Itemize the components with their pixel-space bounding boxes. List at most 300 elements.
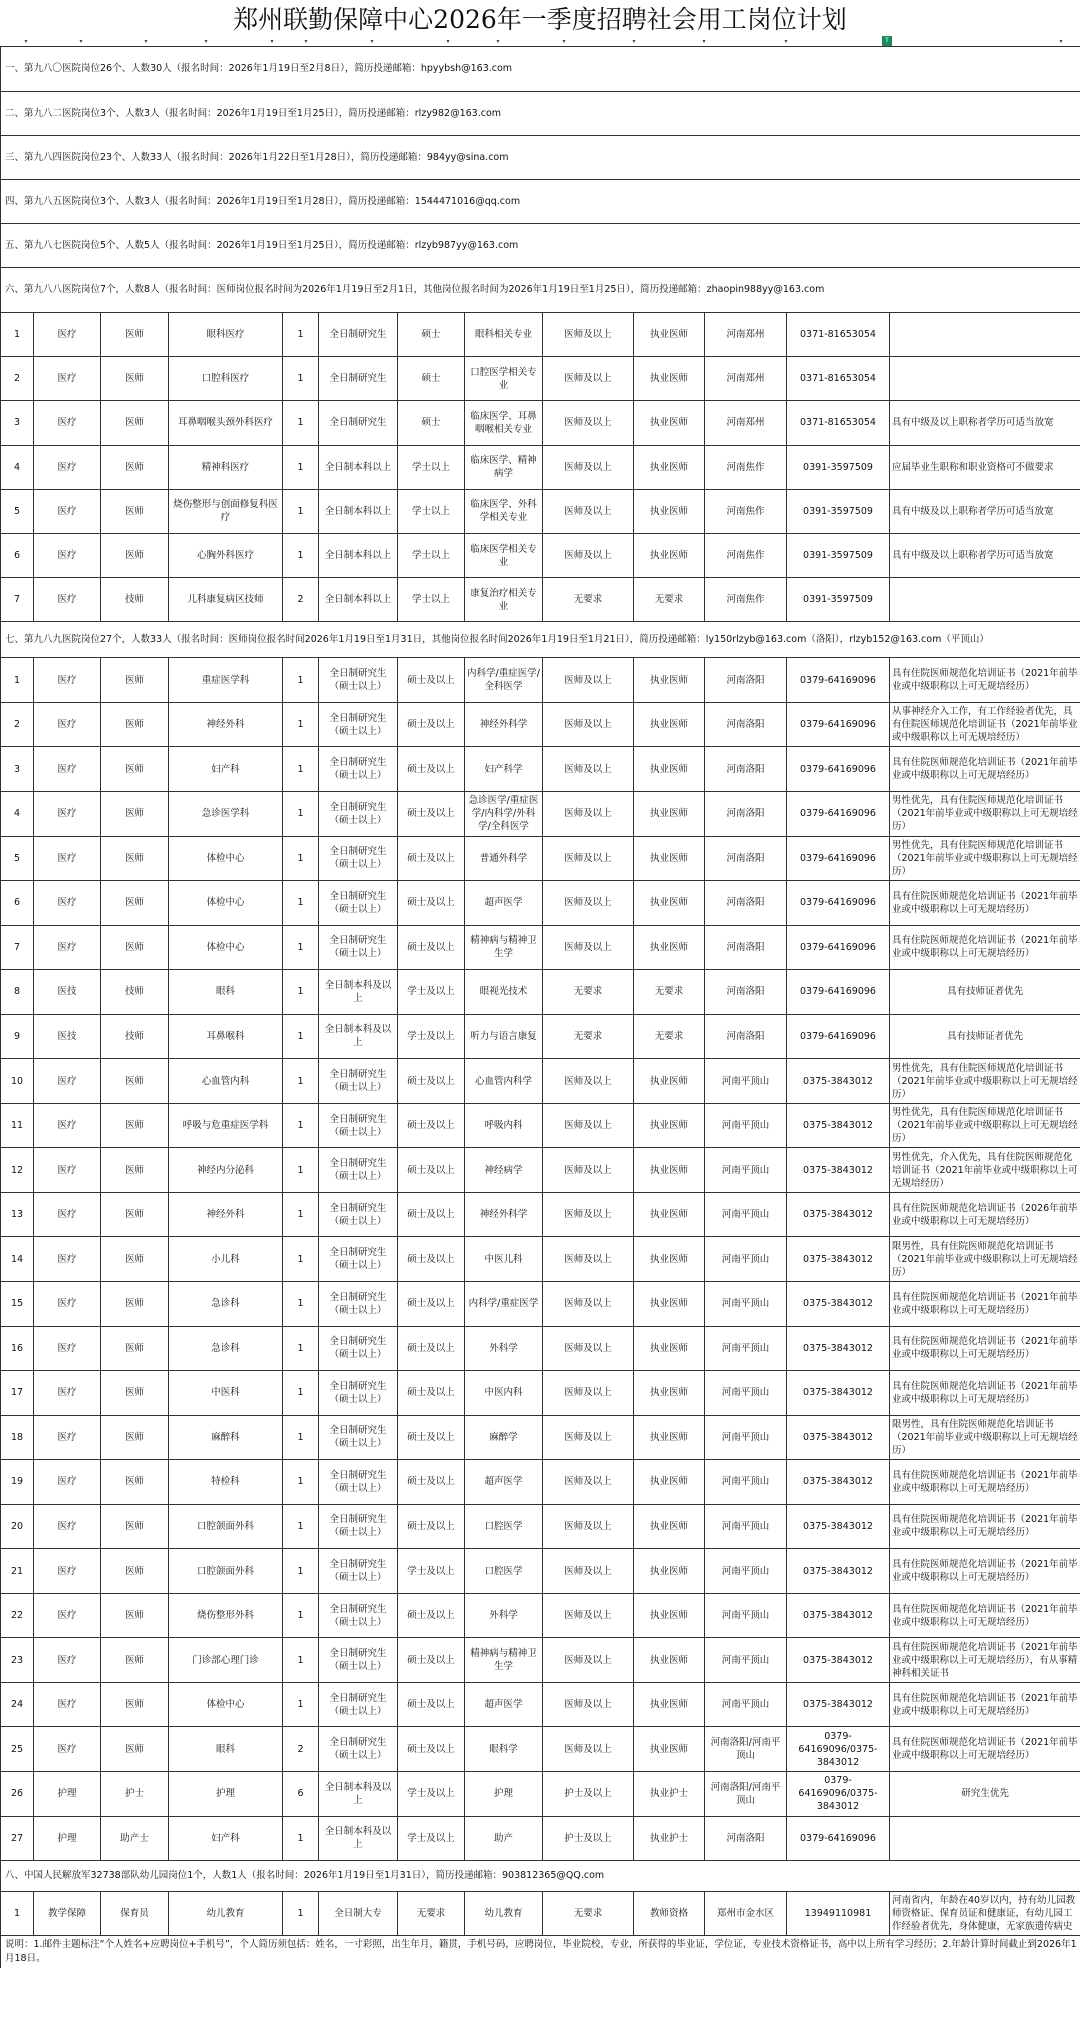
cell-degree: 学士及以上 <box>398 1816 465 1861</box>
section-header-text: 三、第九八四医院岗位23个、人数33人（报名时间：2026年1月22日至1月28日），简历投递邮箱：984yy@sina.com <box>1 136 1080 180</box>
cell-title-req: 医师及以上 <box>543 925 634 970</box>
cell-post-type: 医师 <box>101 1549 169 1594</box>
cell-seq: 25 <box>1 1727 34 1772</box>
filter-dropdown-icon[interactable]: ▾ <box>446 38 450 45</box>
cell-location: 河南平顶山 <box>705 1326 787 1371</box>
cell-title-req: 医师及以上 <box>543 1192 634 1237</box>
cell-headcount: 1 <box>283 1549 319 1594</box>
cell-category: 护理 <box>34 1816 101 1861</box>
job-table <box>0 46 1080 1968</box>
cell-degree: 硕士及以上 <box>398 702 465 747</box>
cell-category: 医疗 <box>34 313 101 357</box>
table-row <box>1 489 1080 533</box>
cell-location: 河南洛阳 <box>705 970 787 1015</box>
filter-dropdown-icon[interactable]: ▾ <box>270 38 274 45</box>
cell-phone: 0371-81653054 <box>787 357 890 401</box>
cell-major: 超声医学 <box>465 881 543 926</box>
cell-remark: 具有住院医师规范化培训证书（2021年前毕业或中级职称以上可无规培经历） <box>890 1593 1080 1638</box>
cell-location: 河南郑州 <box>705 357 787 401</box>
filter-dropdown-icon[interactable]: T <box>882 36 892 46</box>
cell-post-type: 技师 <box>101 578 169 622</box>
cell-seq: 22 <box>1 1593 34 1638</box>
filter-dropdown-icon[interactable]: ▾ <box>1059 38 1063 45</box>
cell-qualification: 执业医师 <box>634 658 705 703</box>
cell-location: 河南平顶山 <box>705 1415 787 1460</box>
cell-education: 全日制研究生（硕士以上） <box>319 1727 398 1772</box>
cell-remark: 具有住院医师规范化培训证书（2021年前毕业或中级职称以上可无规培经历） <box>890 1549 1080 1594</box>
cell-education: 全日制研究生（硕士以上） <box>319 1103 398 1148</box>
cell-remark: 具有中级及以上职称者学历可适当放宽 <box>890 533 1080 577</box>
cell-remark: 具有技师证者优先 <box>890 970 1080 1015</box>
cell-education: 全日制研究生（硕士以上） <box>319 1148 398 1193</box>
cell-remark: 具有住院医师规范化培训证书（2021年前毕业或中级职称以上可无规培经历） <box>890 1460 1080 1505</box>
cell-location: 河南平顶山 <box>705 1192 787 1237</box>
cell-headcount: 1 <box>283 357 319 401</box>
cell-post-name: 小儿科 <box>169 1237 283 1282</box>
cell-qualification: 执业医师 <box>634 1727 705 1772</box>
cell-title-req: 医师及以上 <box>543 1371 634 1416</box>
cell-post-type: 技师 <box>101 1014 169 1059</box>
cell-phone: 13949110981 <box>787 1892 890 1936</box>
cell-education: 全日制研究生（硕士以上） <box>319 1415 398 1460</box>
cell-education: 全日制研究生（硕士以上） <box>319 658 398 703</box>
cell-category: 医疗 <box>34 747 101 792</box>
cell-title-req: 医师及以上 <box>543 658 634 703</box>
cell-education: 全日制研究生（硕士以上） <box>319 1326 398 1371</box>
cell-location: 河南洛阳 <box>705 791 787 836</box>
cell-qualification: 执业医师 <box>634 747 705 792</box>
cell-headcount: 1 <box>283 401 319 445</box>
cell-seq: 21 <box>1 1549 34 1594</box>
cell-seq: 9 <box>1 1014 34 1059</box>
cell-seq: 2 <box>1 357 34 401</box>
table-row <box>1 702 1080 747</box>
cell-major: 中医内科 <box>465 1371 543 1416</box>
cell-post-name: 护理 <box>169 1771 283 1816</box>
cell-qualification: 执业医师 <box>634 1059 705 1104</box>
filter-dropdown-bar <box>0 38 1080 46</box>
section-header-text: 六、第九八八医院岗位7个，人数8人（报名时间：医师岗位报名时间为2026年1月19日至2月1日，其他岗位报名时间为2026年1月19日至1月25日），简历投递邮箱：zhaopin988yy@163.com <box>1 268 1080 313</box>
cell-post-name: 妇产科 <box>169 747 283 792</box>
cell-seq: 26 <box>1 1771 34 1816</box>
table-row <box>1 445 1080 489</box>
cell-major: 神经病学 <box>465 1148 543 1193</box>
cell-headcount: 1 <box>283 925 319 970</box>
cell-education: 全日制研究生（硕士以上） <box>319 1192 398 1237</box>
cell-remark: 限男性，具有住院医师规范化培训证书（2021年前毕业或中级职称以上可无规培经历） <box>890 1237 1080 1282</box>
table-row <box>1 925 1080 970</box>
cell-seq: 16 <box>1 1326 34 1371</box>
cell-location: 河南洛阳/河南平顶山 <box>705 1727 787 1772</box>
cell-qualification: 无要求 <box>634 970 705 1015</box>
cell-remark: 具有住院医师规范化培训证书（2021年前毕业或中级职称以上可无规培经历） <box>890 1682 1080 1727</box>
cell-category: 医疗 <box>34 836 101 881</box>
cell-seq: 12 <box>1 1148 34 1193</box>
cell-education: 全日制研究生（硕士以上） <box>319 1059 398 1104</box>
table-row <box>1 1892 1080 1936</box>
cell-major: 口腔医学 <box>465 1504 543 1549</box>
cell-category: 医疗 <box>34 1059 101 1104</box>
cell-category: 医疗 <box>34 489 101 533</box>
cell-major: 内科学/重症医学/全科医学 <box>465 658 543 703</box>
cell-degree: 硕士及以上 <box>398 1593 465 1638</box>
cell-post-type: 医师 <box>101 1682 169 1727</box>
cell-post-name: 中医科 <box>169 1371 283 1416</box>
section-header-text: 一、第九八〇医院岗位26个、人数30人（报名时间：2026年1月19日至2月8日），简历投递邮箱：hpyybsh@163.com <box>1 47 1080 92</box>
cell-category: 医疗 <box>34 1727 101 1772</box>
table-row <box>1 357 1080 401</box>
cell-qualification: 执业医师 <box>634 1549 705 1594</box>
table-row <box>1 1014 1080 1059</box>
cell-education: 全日制研究生（硕士以上） <box>319 1237 398 1282</box>
cell-remark <box>890 313 1080 357</box>
footer-note: 说明：1.邮件主题标注“个人姓名+应聘岗位+手机号”，个人简历须包括：姓名，一寸彩照，出生年月，籍贯，手机号码，应聘岗位，毕业院校，专业，所获得的毕业证，学位证，专业技术资格证书，高中以上所有学习经历；2.年龄计算时间截止到2026年1月18日。 <box>1 1936 1080 1968</box>
cell-headcount: 1 <box>283 658 319 703</box>
cell-category: 医疗 <box>34 357 101 401</box>
table-row <box>1 1460 1080 1505</box>
cell-degree: 硕士 <box>398 401 465 445</box>
cell-post-name: 心胸外科医疗 <box>169 533 283 577</box>
cell-remark: 应届毕业生职称和职业资格可不做要求 <box>890 445 1080 489</box>
cell-seq: 3 <box>1 401 34 445</box>
cell-category: 教学保障 <box>34 1892 101 1936</box>
cell-headcount: 1 <box>283 1059 319 1104</box>
cell-degree: 学士及以上 <box>398 1014 465 1059</box>
cell-phone: 0375-3843012 <box>787 1059 890 1104</box>
cell-remark: 从事神经介入工作，有工作经验者优先，具有住院医师规范化培训证书（2021年前毕业或中级职称以上可无规培经历） <box>890 702 1080 747</box>
cell-title-req: 医师及以上 <box>543 445 634 489</box>
table-row <box>1 1148 1080 1193</box>
filter-dropdown-icon[interactable]: ▾ <box>496 38 500 45</box>
cell-remark: 具有技师证者优先 <box>890 1014 1080 1059</box>
table-row <box>1 1059 1080 1104</box>
cell-education: 全日制研究生（硕士以上） <box>319 1281 398 1326</box>
cell-location: 河南平顶山 <box>705 1593 787 1638</box>
cell-phone: 0375-3843012 <box>787 1192 890 1237</box>
cell-headcount: 6 <box>283 1771 319 1816</box>
cell-location: 河南洛阳 <box>705 1014 787 1059</box>
cell-education: 全日制研究生（硕士以上） <box>319 836 398 881</box>
cell-qualification: 执业医师 <box>634 1281 705 1326</box>
section-header <box>1 180 1080 224</box>
cell-title-req: 无要求 <box>543 1892 634 1936</box>
cell-title-req: 医师及以上 <box>543 1638 634 1683</box>
cell-post-name: 体检中心 <box>169 925 283 970</box>
cell-post-name: 儿科康复病区技师 <box>169 578 283 622</box>
cell-phone: 0391-3597509 <box>787 445 890 489</box>
cell-location: 河南平顶山 <box>705 1682 787 1727</box>
cell-category: 医疗 <box>34 881 101 926</box>
cell-degree: 硕士及以上 <box>398 747 465 792</box>
cell-location: 河南平顶山 <box>705 1237 787 1282</box>
cell-major: 急诊医学/重症医学/内科学/外科学/全科医学 <box>465 791 543 836</box>
cell-remark: 男性优先，具有住院医师规范化培训证书（2021年前毕业或中级职称以上可无规培经历） <box>890 1059 1080 1104</box>
cell-major: 口腔医学相关专业 <box>465 357 543 401</box>
cell-phone: 0375-3843012 <box>787 1237 890 1282</box>
filter-dropdown-icon[interactable]: ▾ <box>702 38 706 45</box>
cell-education: 全日制本科及以上 <box>319 1816 398 1861</box>
cell-remark: 男性优先，具有住院医师规范化培训证书（2021年前毕业或中级职称以上可无规培经历） <box>890 791 1080 836</box>
cell-headcount: 1 <box>283 1281 319 1326</box>
cell-title-req: 无要求 <box>543 1014 634 1059</box>
cell-post-type: 医师 <box>101 489 169 533</box>
cell-phone: 0379-64169096 <box>787 658 890 703</box>
cell-location: 河南洛阳 <box>705 925 787 970</box>
cell-category: 医疗 <box>34 658 101 703</box>
cell-headcount: 1 <box>283 1148 319 1193</box>
cell-degree: 硕士及以上 <box>398 1059 465 1104</box>
cell-location: 河南洛阳 <box>705 881 787 926</box>
cell-education: 全日制研究生（硕士以上） <box>319 1504 398 1549</box>
cell-degree: 硕士及以上 <box>398 1237 465 1282</box>
table-row <box>1 970 1080 1015</box>
cell-category: 医疗 <box>34 1192 101 1237</box>
cell-phone: 0371-81653054 <box>787 401 890 445</box>
cell-post-type: 医师 <box>101 401 169 445</box>
cell-headcount: 1 <box>283 970 319 1015</box>
cell-title-req: 医师及以上 <box>543 401 634 445</box>
cell-remark <box>890 357 1080 401</box>
cell-degree: 硕士 <box>398 357 465 401</box>
cell-post-type: 医师 <box>101 1460 169 1505</box>
cell-seq: 14 <box>1 1237 34 1282</box>
cell-degree: 学士及以上 <box>398 1771 465 1816</box>
cell-degree: 硕士及以上 <box>398 658 465 703</box>
cell-phone: 0375-3843012 <box>787 1103 890 1148</box>
cell-post-type: 医师 <box>101 702 169 747</box>
cell-remark: 具有住院医师规范化培训证书（2021年前毕业或中级职称以上可无规培经历） <box>890 1326 1080 1371</box>
cell-title-req: 医师及以上 <box>543 1682 634 1727</box>
filter-dropdown-icon[interactable]: ▾ <box>304 38 308 45</box>
cell-post-name: 急诊科 <box>169 1281 283 1326</box>
cell-major: 中医儿科 <box>465 1237 543 1282</box>
cell-qualification: 执业医师 <box>634 702 705 747</box>
cell-major: 呼吸内科 <box>465 1103 543 1148</box>
cell-headcount: 1 <box>283 1237 319 1282</box>
cell-location: 河南平顶山 <box>705 1638 787 1683</box>
cell-post-name: 神经外科 <box>169 1192 283 1237</box>
filter-dropdown-icon[interactable]: ▾ <box>79 38 83 45</box>
cell-title-req: 护士及以上 <box>543 1816 634 1861</box>
cell-post-name: 幼儿教育 <box>169 1892 283 1936</box>
cell-title-req: 医师及以上 <box>543 1237 634 1282</box>
cell-location: 河南焦作 <box>705 445 787 489</box>
cell-phone: 0375-3843012 <box>787 1148 890 1193</box>
cell-post-name: 耳鼻喉科 <box>169 1014 283 1059</box>
cell-degree: 硕士及以上 <box>398 1415 465 1460</box>
cell-remark: 男性优先，具有住院医师规范化培训证书（2021年前毕业或中级职称以上可无规培经历） <box>890 836 1080 881</box>
cell-education: 全日制研究生 <box>319 401 398 445</box>
filter-dropdown-icon[interactable]: ▾ <box>784 38 788 45</box>
table-row <box>1 1638 1080 1683</box>
cell-headcount: 1 <box>283 489 319 533</box>
cell-location: 河南平顶山 <box>705 1148 787 1193</box>
cell-post-name: 麻醉科 <box>169 1415 283 1460</box>
table-row <box>1 401 1080 445</box>
cell-post-name: 神经内分泌科 <box>169 1148 283 1193</box>
cell-seq: 18 <box>1 1415 34 1460</box>
cell-phone: 0379-64169096 <box>787 836 890 881</box>
table-row <box>1 313 1080 357</box>
cell-title-req: 医师及以上 <box>543 1059 634 1104</box>
cell-category: 医技 <box>34 1014 101 1059</box>
filter-dropdown-icon[interactable]: ▾ <box>632 38 636 45</box>
cell-remark: 具有住院医师规范化培训证书（2021年前毕业或中级职称以上可无规培经历） <box>890 747 1080 792</box>
cell-degree: 硕士及以上 <box>398 1727 465 1772</box>
cell-location: 河南洛阳 <box>705 836 787 881</box>
cell-qualification: 无要求 <box>634 578 705 622</box>
filter-dropdown-icon[interactable]: ▾ <box>24 38 28 45</box>
cell-headcount: 1 <box>283 1504 319 1549</box>
cell-major: 内科学/重症医学 <box>465 1281 543 1326</box>
cell-major: 眼科学 <box>465 1727 543 1772</box>
cell-title-req: 医师及以上 <box>543 1504 634 1549</box>
cell-remark: 男性优先，介入优先，具有住院医师规范化培训证书（2021年前毕业或中级职称以上可无规培经历） <box>890 1148 1080 1193</box>
cell-category: 医疗 <box>34 925 101 970</box>
cell-education: 全日制本科以上 <box>319 445 398 489</box>
cell-post-type: 医师 <box>101 1415 169 1460</box>
table-row <box>1 791 1080 836</box>
cell-major: 超声医学 <box>465 1460 543 1505</box>
cell-phone: 0379-64169096 <box>787 925 890 970</box>
section-header <box>1 92 1080 136</box>
cell-seq: 8 <box>1 970 34 1015</box>
cell-major: 麻醉学 <box>465 1415 543 1460</box>
cell-headcount: 1 <box>283 533 319 577</box>
cell-title-req: 医师及以上 <box>543 1415 634 1460</box>
cell-post-type: 医师 <box>101 1148 169 1193</box>
cell-qualification: 执业医师 <box>634 836 705 881</box>
cell-headcount: 1 <box>283 1638 319 1683</box>
cell-post-name: 特检科 <box>169 1460 283 1505</box>
cell-phone: 0391-3597509 <box>787 533 890 577</box>
cell-post-type: 医师 <box>101 533 169 577</box>
section-header <box>1 136 1080 180</box>
cell-headcount: 1 <box>283 747 319 792</box>
cell-location: 河南焦作 <box>705 533 787 577</box>
cell-headcount: 2 <box>283 578 319 622</box>
cell-title-req: 医师及以上 <box>543 1103 634 1148</box>
cell-degree: 学士以上 <box>398 578 465 622</box>
cell-qualification: 执业医师 <box>634 1638 705 1683</box>
cell-major: 神经外科学 <box>465 1192 543 1237</box>
filter-dropdown-icon[interactable]: ▾ <box>204 38 208 45</box>
cell-remark: 研究生优先 <box>890 1771 1080 1816</box>
cell-post-type: 医师 <box>101 1192 169 1237</box>
cell-location: 郑州市金水区 <box>705 1892 787 1936</box>
cell-education: 全日制研究生 <box>319 313 398 357</box>
table-row <box>1 1326 1080 1371</box>
cell-remark: 具有中级及以上职称者学历可适当放宽 <box>890 401 1080 445</box>
filter-dropdown-icon[interactable]: ▾ <box>370 38 374 45</box>
cell-post-type: 医师 <box>101 925 169 970</box>
cell-headcount: 1 <box>283 836 319 881</box>
cell-education: 全日制本科及以上 <box>319 1014 398 1059</box>
footer-row <box>1 1936 1080 1968</box>
cell-category: 医疗 <box>34 1593 101 1638</box>
cell-major: 临床医学、耳鼻咽喉相关专业 <box>465 401 543 445</box>
cell-title-req: 医师及以上 <box>543 489 634 533</box>
cell-seq: 19 <box>1 1460 34 1505</box>
cell-headcount: 1 <box>283 1682 319 1727</box>
cell-major: 外科学 <box>465 1326 543 1371</box>
cell-title-req: 医师及以上 <box>543 747 634 792</box>
cell-headcount: 1 <box>283 313 319 357</box>
cell-location: 河南郑州 <box>705 401 787 445</box>
cell-seq: 24 <box>1 1682 34 1727</box>
cell-phone: 0379-64169096/0375-3843012 <box>787 1727 890 1772</box>
cell-education: 全日制研究生（硕士以上） <box>319 1549 398 1594</box>
cell-qualification: 执业医师 <box>634 1415 705 1460</box>
cell-degree: 学士以上 <box>398 445 465 489</box>
filter-dropdown-icon[interactable]: ▾ <box>562 38 566 45</box>
cell-remark: 具有住院医师规范化培训证书（2021年前毕业或中级职称以上可无规培经历） <box>890 881 1080 926</box>
cell-degree: 硕士及以上 <box>398 1326 465 1371</box>
cell-major: 神经外科学 <box>465 702 543 747</box>
section-header-text: 七、第九八九医院岗位27个，人数33人（报名时间：医师岗位报名时间2026年1月19日至1月31日，其他岗位报名时间2026年1月19日至1月21日），简历投递邮箱：ly150rlzyb@163.com（洛阳），rlzyb152@163.com（平顶山） <box>1 622 1080 658</box>
cell-remark: 限男性，具有住院医师规范化培训证书（2021年前毕业或中级职称以上可无规培经历） <box>890 1415 1080 1460</box>
cell-phone: 0375-3843012 <box>787 1504 890 1549</box>
cell-qualification: 执业医师 <box>634 1237 705 1282</box>
cell-post-name: 门诊部心理门诊 <box>169 1638 283 1683</box>
cell-qualification: 执业医师 <box>634 445 705 489</box>
cell-education: 全日制研究生（硕士以上） <box>319 881 398 926</box>
cell-headcount: 1 <box>283 1103 319 1148</box>
cell-qualification: 执业医师 <box>634 1593 705 1638</box>
cell-qualification: 执业医师 <box>634 1326 705 1371</box>
cell-location: 河南平顶山 <box>705 1504 787 1549</box>
cell-phone: 0375-3843012 <box>787 1326 890 1371</box>
filter-dropdown-icon[interactable]: ▾ <box>144 38 148 45</box>
cell-post-name: 急诊科 <box>169 1326 283 1371</box>
cell-seq: 27 <box>1 1816 34 1861</box>
cell-headcount: 1 <box>283 1014 319 1059</box>
cell-major: 妇产科学 <box>465 747 543 792</box>
table-row <box>1 578 1080 622</box>
cell-qualification: 执业医师 <box>634 1460 705 1505</box>
cell-remark: 具有住院医师规范化培训证书（2021年前毕业或中级职称以上可无规培经历） <box>890 658 1080 703</box>
cell-major: 超声医学 <box>465 1682 543 1727</box>
cell-title-req: 医师及以上 <box>543 313 634 357</box>
cell-location: 河南平顶山 <box>705 1460 787 1505</box>
cell-degree: 硕士及以上 <box>398 1638 465 1683</box>
cell-post-name: 口腔颌面外科 <box>169 1504 283 1549</box>
cell-education: 全日制研究生（硕士以上） <box>319 1593 398 1638</box>
cell-degree: 硕士及以上 <box>398 1460 465 1505</box>
cell-major: 幼儿教育 <box>465 1892 543 1936</box>
cell-qualification: 执业医师 <box>634 313 705 357</box>
cell-headcount: 1 <box>283 791 319 836</box>
cell-degree: 硕士及以上 <box>398 925 465 970</box>
cell-phone: 0379-64169096 <box>787 881 890 926</box>
cell-category: 医疗 <box>34 1281 101 1326</box>
cell-post-type: 助产士 <box>101 1816 169 1861</box>
cell-remark: 具有住院医师规范化培训证书（2026年前毕业或中级职称以上可无规培经历） <box>890 1192 1080 1237</box>
cell-major: 临床医学、外科学相关专业 <box>465 489 543 533</box>
cell-degree: 硕士及以上 <box>398 1371 465 1416</box>
cell-major: 临床医学、精神病学 <box>465 445 543 489</box>
cell-category: 医疗 <box>34 791 101 836</box>
cell-post-name: 口腔科医疗 <box>169 357 283 401</box>
cell-title-req: 医师及以上 <box>543 1281 634 1326</box>
cell-degree: 硕士及以上 <box>398 1192 465 1237</box>
cell-title-req: 医师及以上 <box>543 702 634 747</box>
cell-post-type: 医师 <box>101 313 169 357</box>
cell-post-type: 医师 <box>101 836 169 881</box>
cell-phone: 0379-64169096/0375-3843012 <box>787 1771 890 1816</box>
cell-major: 听力与语言康复 <box>465 1014 543 1059</box>
section-header-text: 二、第九八二医院岗位3个、人数3人（报名时间：2026年1月19日至1月25日），简历投递邮箱：rlzy982@163.com <box>1 92 1080 136</box>
